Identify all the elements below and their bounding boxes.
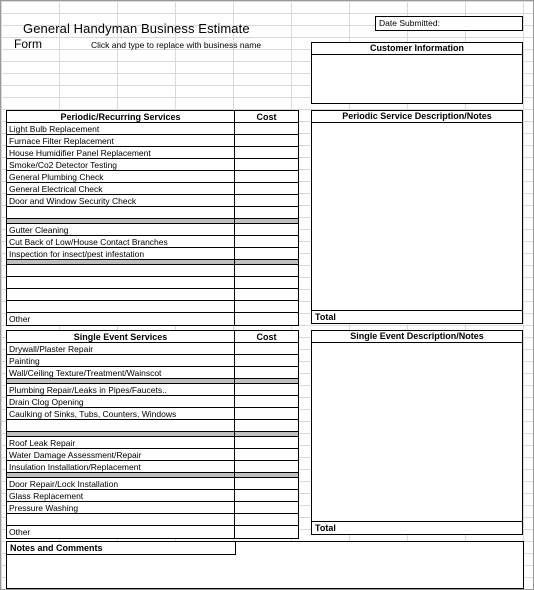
single-event-services-heading: Single Event Services (7, 331, 235, 343)
table-row (7, 207, 299, 219)
service-name: Door Repair/Lock Installation (7, 478, 235, 490)
form-title-continued: Form (14, 37, 42, 51)
cost-cell[interactable] (235, 367, 299, 379)
service-name: Wall/Ceiling Texture/Treatment/Wainscot (7, 367, 235, 379)
other-service-label: Other (7, 526, 235, 539)
cost-cell[interactable] (235, 123, 299, 135)
customer-information-heading: Customer Information (312, 43, 522, 55)
table-row (7, 135, 299, 147)
blank-service-cell[interactable] (7, 420, 235, 432)
periodic-cost-heading: Cost (235, 111, 299, 123)
date-submitted-field[interactable] (375, 16, 523, 31)
other-service-label: Other (7, 313, 235, 326)
service-name: General Electrical Check (7, 183, 235, 195)
service-name: General Plumbing Check (7, 171, 235, 183)
table-row (7, 490, 299, 502)
cost-cell[interactable] (235, 277, 299, 289)
cost-cell[interactable] (235, 236, 299, 248)
service-name: Caulking of Sinks, Tubs, Counters, Windows (7, 408, 235, 420)
table-row (7, 343, 299, 355)
table-row (7, 195, 299, 207)
service-name: Drywall/Plaster Repair (7, 343, 235, 355)
table-row (7, 461, 299, 473)
service-name: Insulation Installation/Replacement (7, 461, 235, 473)
single-cost-heading: Cost (235, 331, 299, 343)
table-row (7, 265, 299, 277)
cost-cell[interactable] (235, 490, 299, 502)
service-name: Furnace Filter Replacement (7, 135, 235, 147)
service-name: Inspection for insect/pest infestation (7, 248, 235, 260)
cost-cell[interactable] (235, 408, 299, 420)
table-row (7, 367, 299, 379)
table-row (7, 514, 299, 526)
table-row (7, 301, 299, 313)
table-row (7, 355, 299, 367)
table-row (7, 123, 299, 135)
service-name: Door and Window Security Check (7, 195, 235, 207)
date-submitted-label: Date Submitted: (379, 18, 440, 28)
blank-service-cell[interactable] (7, 289, 235, 301)
blank-service-cell[interactable] (7, 277, 235, 289)
table-row (7, 147, 299, 159)
blank-service-cell[interactable] (7, 514, 235, 526)
single-event-notes-box[interactable] (311, 330, 523, 535)
periodic-notes-box[interactable] (311, 110, 523, 324)
periodic-services-heading: Periodic/Recurring Services (7, 111, 235, 123)
service-name: Cut Back of Low/House Contact Branches (7, 236, 235, 248)
table-row (7, 277, 299, 289)
cost-cell[interactable] (235, 437, 299, 449)
blank-service-cell[interactable] (7, 265, 235, 277)
table-row (7, 248, 299, 260)
table-row (7, 396, 299, 408)
single-event-total-label: Total (312, 521, 522, 534)
service-name: Roof Leak Repair (7, 437, 235, 449)
table-row (7, 159, 299, 171)
table-row (7, 183, 299, 195)
service-name: Drain Clog Opening (7, 396, 235, 408)
table-row (7, 408, 299, 420)
cost-cell[interactable] (235, 171, 299, 183)
periodic-notes-heading: Periodic Service Description/Notes (312, 111, 522, 123)
service-name: House Humidifier Panel Replacement (7, 147, 235, 159)
periodic-services-table (6, 110, 299, 326)
business-name-placeholder[interactable]: Click and type to replace with business name (91, 40, 262, 50)
table-row (7, 236, 299, 248)
table-row (7, 449, 299, 461)
customer-information-box[interactable] (311, 42, 523, 104)
blank-service-cell[interactable] (7, 207, 235, 219)
cost-cell[interactable] (235, 195, 299, 207)
cost-cell[interactable] (235, 147, 299, 159)
blank-service-cell[interactable] (7, 301, 235, 313)
cost-cell[interactable] (235, 449, 299, 461)
table-row (7, 289, 299, 301)
cost-cell[interactable] (235, 248, 299, 260)
service-name: Water Damage Assessment/Repair (7, 449, 235, 461)
cost-cell[interactable] (235, 289, 299, 301)
notes-and-comments-box[interactable] (6, 541, 524, 589)
cost-cell[interactable] (235, 183, 299, 195)
cost-cell[interactable] (235, 135, 299, 147)
table-row (7, 384, 299, 396)
single-event-services-table (6, 330, 299, 539)
table-row (7, 171, 299, 183)
service-name: Plumbing Repair/Leaks in Pipes/Faucets.. (7, 384, 235, 396)
table-row (7, 526, 299, 539)
cost-cell[interactable] (235, 396, 299, 408)
cost-cell[interactable] (235, 207, 299, 219)
service-name: Glass Replacement (7, 490, 235, 502)
cost-cell[interactable] (235, 526, 299, 539)
table-row (7, 420, 299, 432)
table-row (7, 224, 299, 236)
periodic-total-label: Total (312, 310, 522, 323)
service-name: Painting (7, 355, 235, 367)
service-name: Light Bulb Replacement (7, 123, 235, 135)
single-event-notes-heading: Single Event Description/Notes (312, 331, 522, 343)
cost-cell[interactable] (235, 514, 299, 526)
cost-cell[interactable] (235, 313, 299, 326)
cost-cell[interactable] (235, 478, 299, 490)
cost-cell[interactable] (235, 502, 299, 514)
cost-cell[interactable] (235, 224, 299, 236)
table-row (7, 478, 299, 490)
table-row (7, 437, 299, 449)
cost-cell[interactable] (235, 461, 299, 473)
notes-and-comments-heading: Notes and Comments (6, 541, 236, 555)
table-row (7, 502, 299, 514)
cost-cell[interactable] (235, 301, 299, 313)
form-title: General Handyman Business Estimate (23, 21, 250, 36)
cost-cell[interactable] (235, 384, 299, 396)
cost-cell[interactable] (235, 420, 299, 432)
service-name: Smoke/Co2 Detector Testing (7, 159, 235, 171)
cost-cell[interactable] (235, 265, 299, 277)
service-name: Pressure Washing (7, 502, 235, 514)
cost-cell[interactable] (235, 159, 299, 171)
cost-cell[interactable] (235, 343, 299, 355)
table-row (7, 313, 299, 326)
service-name: Gutter Cleaning (7, 224, 235, 236)
cost-cell[interactable] (235, 355, 299, 367)
